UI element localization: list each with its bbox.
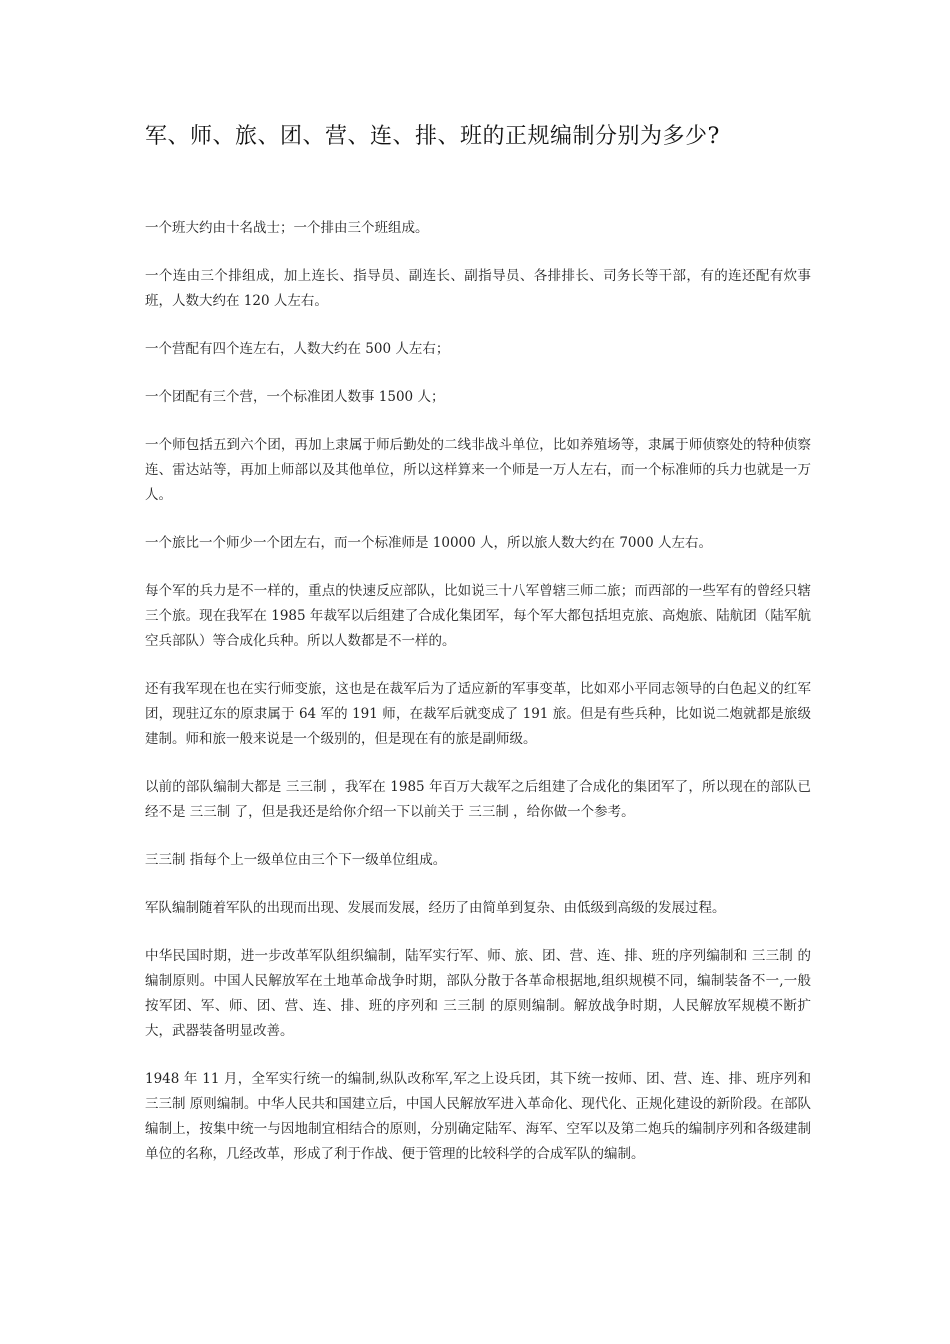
paragraph-squad-platoon: 一个班大约由十名战士；一个排由三个班组成。 — [145, 220, 429, 236]
paragraph-three-three-system-definition: 三三制 指每个上一级单位由三个下一级单位组成。 — [145, 852, 447, 868]
paragraph-company: 一个连由三个排组成，加上连长、指导员、副连长、副指导员、各排排长、司务长等干部，有的连还配有炊事班，人数大约在 120 人左右。 — [145, 268, 811, 309]
paragraph-organization-development: 军队编制随着军队的出现而出现、发展而发展，经历了由简单到复杂、由低级到高级的发展过程。 — [145, 900, 726, 916]
paragraph-three-three-system-intro: 以前的部队编制大都是 三三制 ，我军在 1985 年百万大裁军之后组建了合成化的集团军了，所以现在的部队已经不是 三三制 了，但是我还是给你介绍一下以前关于 三三制 ，给你做一个参考。 — [145, 779, 811, 820]
document-body — [145, 216, 811, 1190]
paragraph-division-to-brigade: 还有我军现在也在实行师变旅，这也是在裁军后为了适应新的军事变革，比如邓小平同志领导的白色起义的红军团，现驻辽东的原隶属于 64 军的 191 师，在裁军后就变成了 191 旅。但是有些兵种，比如说二炮就都是旅级建制。师和旅一般来说是一个级别的，但是现在有的旅是副师级。 — [145, 681, 811, 747]
paragraph-republic-era: 中华民国时期，进一步改革军队组织编制，陆军实行军、师、旅、团、营、连、排、班的序列编制和 三三制 的编制原则。中国人民解放军在土地革命战争时期，部队分散于各革命根据地,组织规模不同，编制装备不一,一般按军团、军、师、团、营、连、排、班的序列和 三三制 的原则编制。解放战争时期，人民解放军规模不断扩大，武器装备明显改善。 — [145, 948, 811, 1039]
paragraph-regiment: 一个团配有三个营，一个标准团人数事 1500 人； — [145, 389, 445, 405]
paragraph-division: 一个师包括五到六个团，再加上隶属于师后勤处的二线非战斗单位，比如养殖场等，隶属于师侦察处的特种侦察连、雷达站等，再加上师部以及其他单位，所以这样算来一个师是一万人左右，而一个标准师的兵力也就是一万人。 — [145, 437, 811, 503]
document-title: 军、师、旅、团、营、连、排、班的正规编制分别为多少? — [145, 124, 720, 149]
paragraph-brigade: 一个旅比一个师少一个团左右，而一个标准师是 10000 人，所以旅人数大约在 7000 人左右。 — [145, 535, 712, 551]
paragraph-army: 每个军的兵力是不一样的，重点的快速反应部队，比如说三十八军曾辖三师二旅；而西部的一些军有的曾经只辖三个旅。现在我军在 1985 年裁军以后组建了合成化集团军，每个军大都包括坦克旅、高炮旅、陆航团（陆军航空兵部队）等合成化兵种。所以人数都是不一样的。 — [145, 583, 811, 649]
paragraph-1948-reform: 1948 年 11 月，全军实行统一的编制,纵队改称军,军之上设兵团，其下统一按师、团、营、连、排、班序列和 三三制 原则编制。中华人民共和国建立后，中国人民解放军进入革命化、现代化、正规化建设的新阶段。在部队编制上，按集中统一与因地制宜相结合的原则，分别确定陆军、海军、空军以及第二炮兵的编制序列和各级建制单位的名称，几经改革，形成了利于作战、便于管理的比较科学的合成军队的编制。 — [145, 1071, 811, 1162]
paragraph-battalion: 一个营配有四个连左右，人数大约在 500 人左右； — [145, 341, 450, 357]
